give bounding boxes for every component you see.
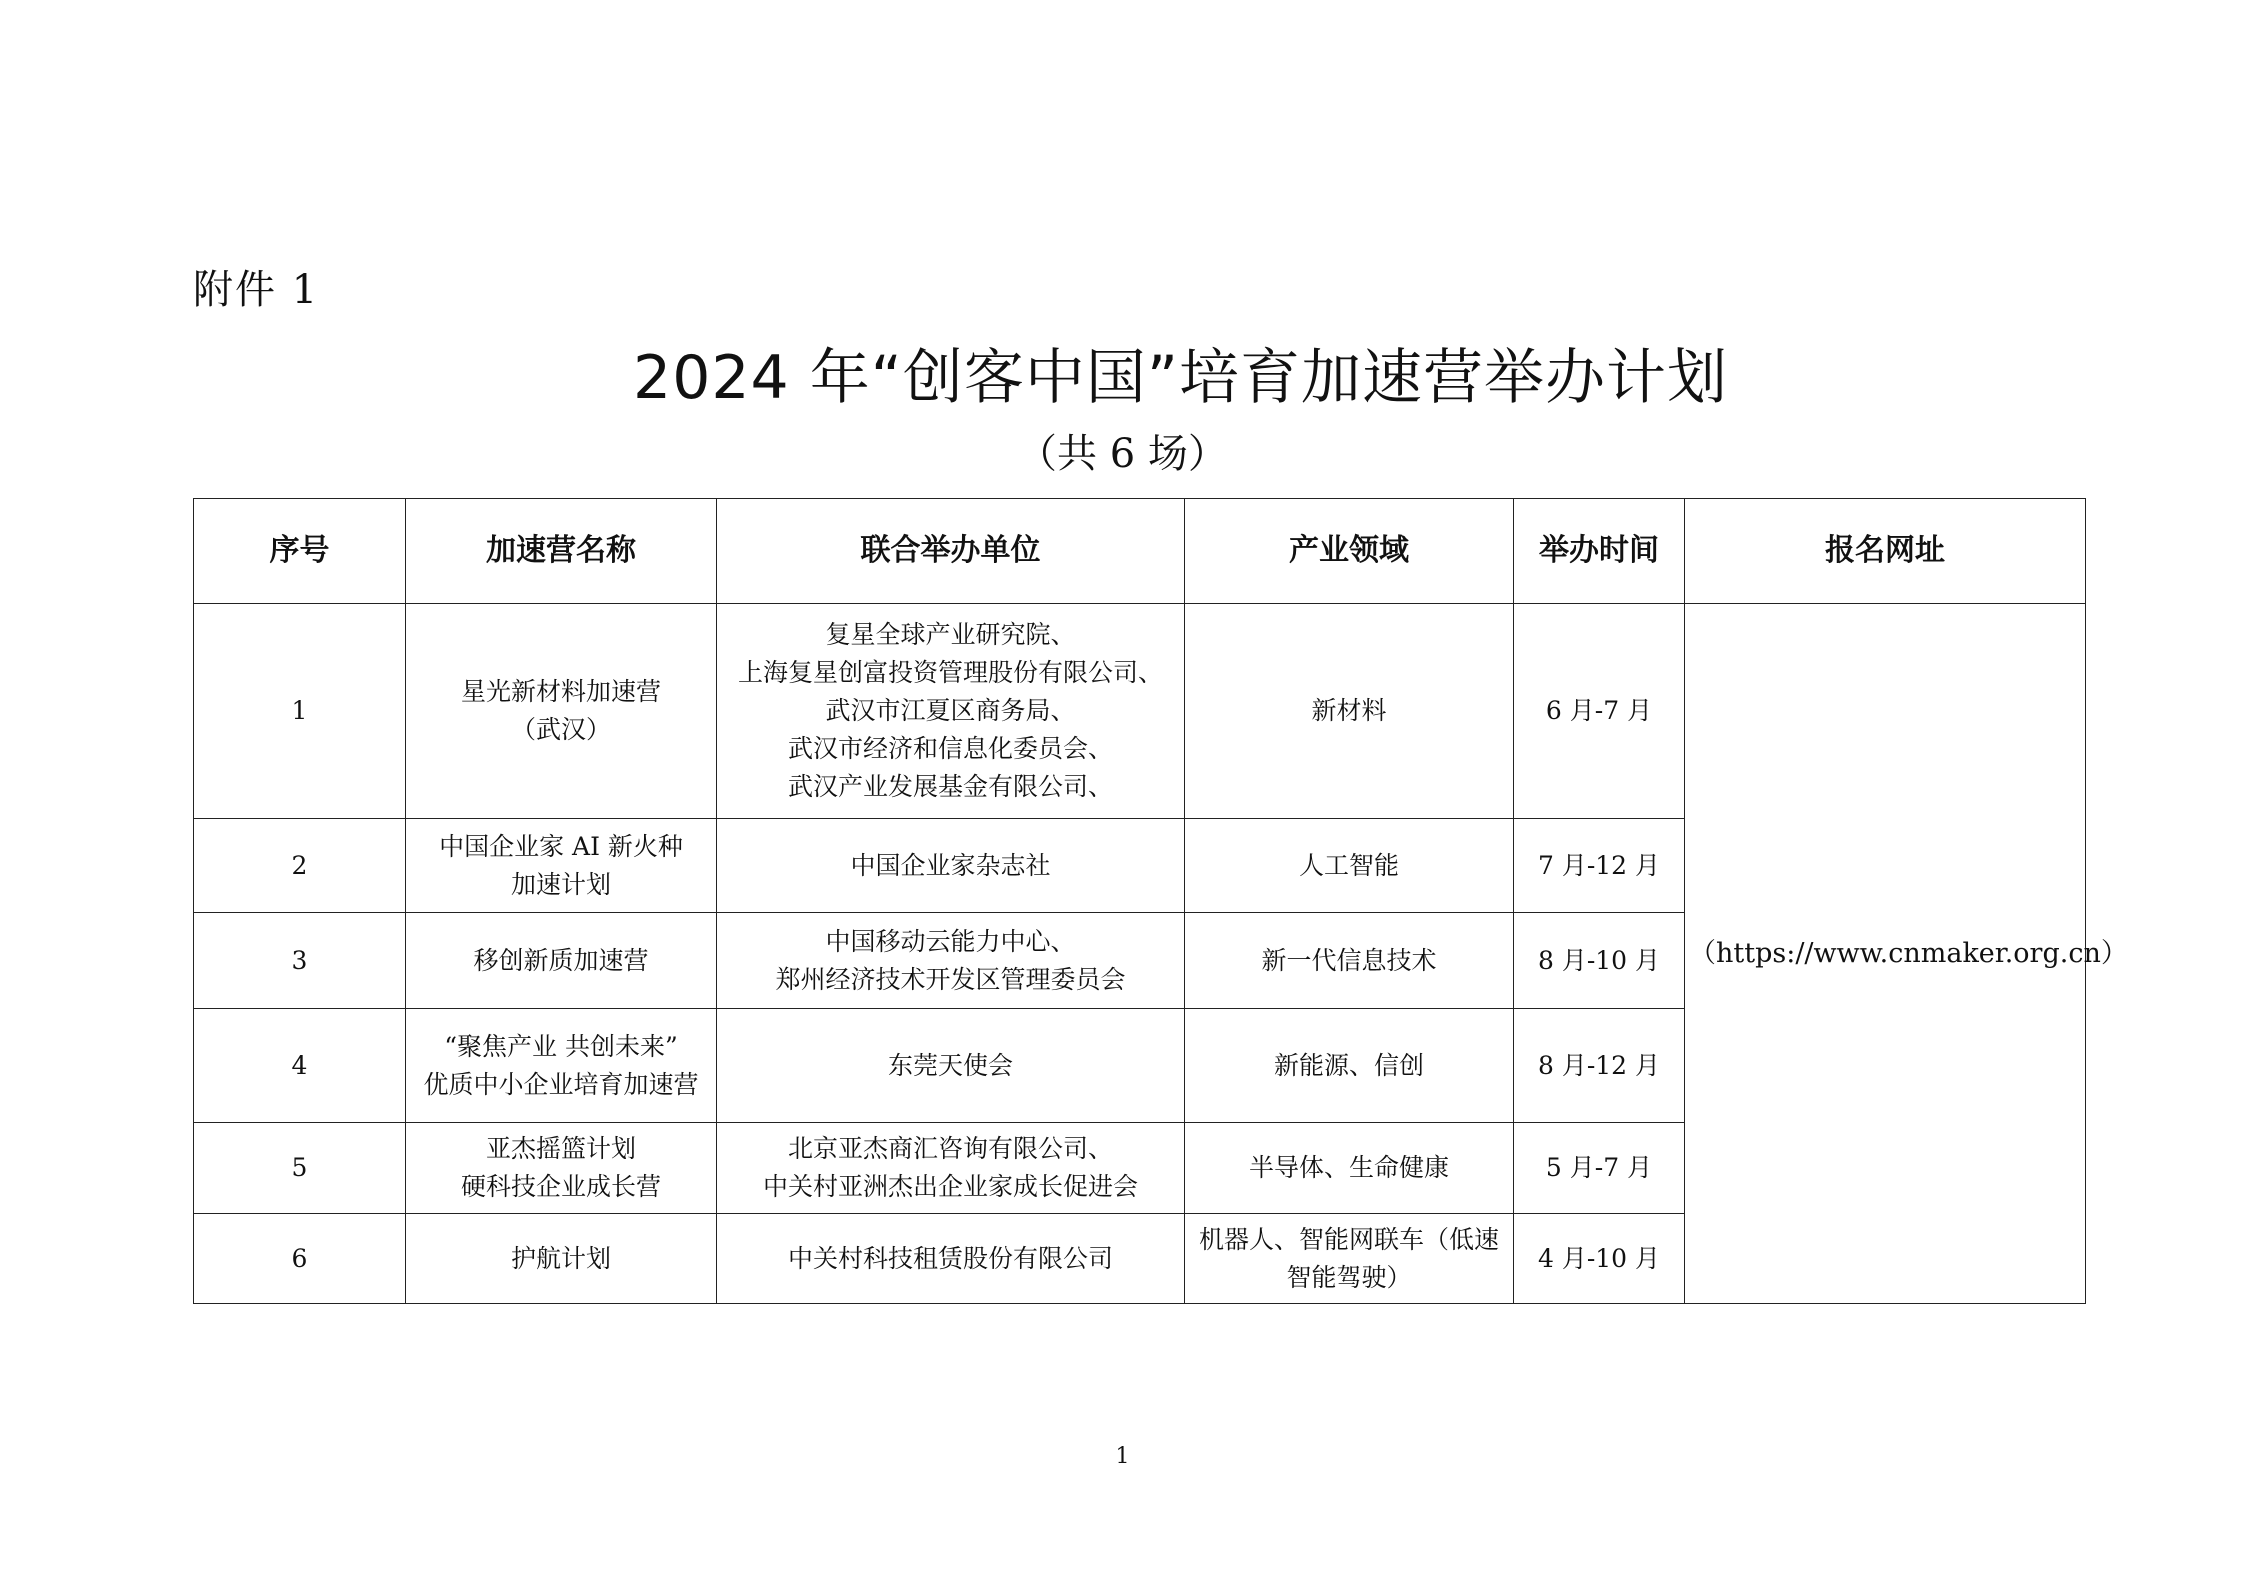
cell-line: 新材料 bbox=[1311, 696, 1387, 725]
cell-no: 3 bbox=[194, 913, 406, 1009]
cell-line: 加速计划 bbox=[510, 869, 611, 899]
cell-line: 人工智能 bbox=[1298, 850, 1399, 880]
cell-line: 机器人、智能网联车（低速 bbox=[1198, 1224, 1499, 1254]
cell-line: 新能源、信创 bbox=[1273, 1050, 1424, 1080]
cell-no: 6 bbox=[194, 1214, 406, 1304]
cell-line: 亚杰摇篮计划 bbox=[485, 1134, 636, 1163]
cell-line: 星光新材料加速营 bbox=[460, 677, 661, 706]
header-no: 序号 bbox=[194, 499, 406, 604]
cell-signup-url[interactable]: （https://www.cnmaker.org.cn） bbox=[1685, 604, 2086, 1304]
cell-name bbox=[406, 604, 717, 819]
cell-line: 硬科技企业成长营 bbox=[460, 1172, 661, 1201]
cell-field bbox=[1185, 604, 1514, 819]
cell-line: 武汉市经济和信息化委员会、 bbox=[787, 734, 1113, 763]
cell-name bbox=[406, 1214, 717, 1304]
cell-field bbox=[1185, 1123, 1514, 1214]
cell-line: 上海复星创富投资管理股份有限公司、 bbox=[737, 658, 1163, 687]
header-field: 产业领域 bbox=[1185, 499, 1514, 604]
cell-time: 8 月-12 月 bbox=[1514, 1009, 1685, 1123]
page-number: 1 bbox=[1115, 1444, 1130, 1469]
cell-name bbox=[406, 1123, 717, 1214]
cell-line: “聚焦产业 共创未来” bbox=[444, 1031, 678, 1061]
cell-line: 武汉产业发展基金有限公司、 bbox=[787, 772, 1113, 801]
cell-time: 5 月-7 月 bbox=[1514, 1123, 1685, 1214]
cell-time: 6 月-7 月 bbox=[1514, 604, 1685, 819]
cell-organizers bbox=[717, 1009, 1185, 1123]
cell-name bbox=[406, 1009, 717, 1123]
cell-line: 移创新质加速营 bbox=[473, 945, 649, 975]
table-row bbox=[194, 604, 2086, 819]
header-time: 举办时间 bbox=[1514, 499, 1685, 604]
cell-time: 8 月-10 月 bbox=[1514, 913, 1685, 1009]
cell-time: 4 月-10 月 bbox=[1514, 1214, 1685, 1304]
cell-line: 中国企业家 AI 新火种 bbox=[439, 831, 683, 861]
cell-field bbox=[1185, 913, 1514, 1009]
cell-organizers bbox=[717, 604, 1185, 819]
page-title-text: 2024 年“创客中国”培育加速营举办计划 bbox=[633, 343, 1728, 413]
cell-no: 1 bbox=[194, 604, 406, 819]
cell-line: 优质中小企业培育加速营 bbox=[423, 1069, 699, 1099]
attachment-label: 附件 1 bbox=[193, 267, 320, 313]
cell-line: 武汉市江夏区商务局、 bbox=[825, 696, 1076, 725]
cell-line: 护航计划 bbox=[510, 1243, 611, 1273]
cell-line: 北京亚杰商汇咨询有限公司、 bbox=[787, 1134, 1113, 1163]
cell-line: 中关村科技租赁股份有限公司 bbox=[787, 1243, 1113, 1273]
table-header-row bbox=[194, 499, 2086, 604]
cell-line: 东莞天使会 bbox=[887, 1050, 1013, 1080]
cell-field bbox=[1185, 1009, 1514, 1123]
cell-no: 4 bbox=[194, 1009, 406, 1123]
cell-name bbox=[406, 819, 717, 913]
cell-no: 2 bbox=[194, 819, 406, 913]
cell-line: 中国企业家杂志社 bbox=[850, 850, 1051, 880]
page-title bbox=[0, 330, 2245, 416]
cell-organizers bbox=[717, 1123, 1185, 1214]
header-name: 加速营名称 bbox=[406, 499, 717, 604]
cell-no: 5 bbox=[194, 1123, 406, 1214]
cell-name bbox=[406, 913, 717, 1009]
cell-line: 中国移动云能力中心、 bbox=[825, 926, 1076, 956]
header-url: 报名网址 bbox=[1685, 499, 2086, 604]
cell-field bbox=[1185, 819, 1514, 913]
cell-line: 智能驾驶） bbox=[1286, 1262, 1412, 1292]
cell-organizers bbox=[717, 819, 1185, 913]
cell-line: 新一代信息技术 bbox=[1261, 945, 1437, 975]
cell-field bbox=[1185, 1214, 1514, 1304]
plan-table bbox=[193, 498, 2128, 1304]
cell-organizers bbox=[717, 913, 1185, 1009]
cell-line: 郑州经济技术开发区管理委员会 bbox=[775, 964, 1126, 994]
header-organizers: 联合举办单位 bbox=[717, 499, 1185, 604]
page-subtitle-text: （共 6 场） bbox=[1017, 431, 1228, 477]
cell-line: 中关村亚洲杰出企业家成长促进会 bbox=[762, 1172, 1138, 1201]
page-subtitle bbox=[0, 422, 2245, 479]
cell-time: 7 月-12 月 bbox=[1514, 819, 1685, 913]
cell-organizers bbox=[717, 1214, 1185, 1304]
cell-line: （武汉） bbox=[510, 715, 611, 744]
cell-line: 半导体、生命健康 bbox=[1248, 1153, 1449, 1182]
cell-line: 复星全球产业研究院、 bbox=[825, 620, 1076, 649]
